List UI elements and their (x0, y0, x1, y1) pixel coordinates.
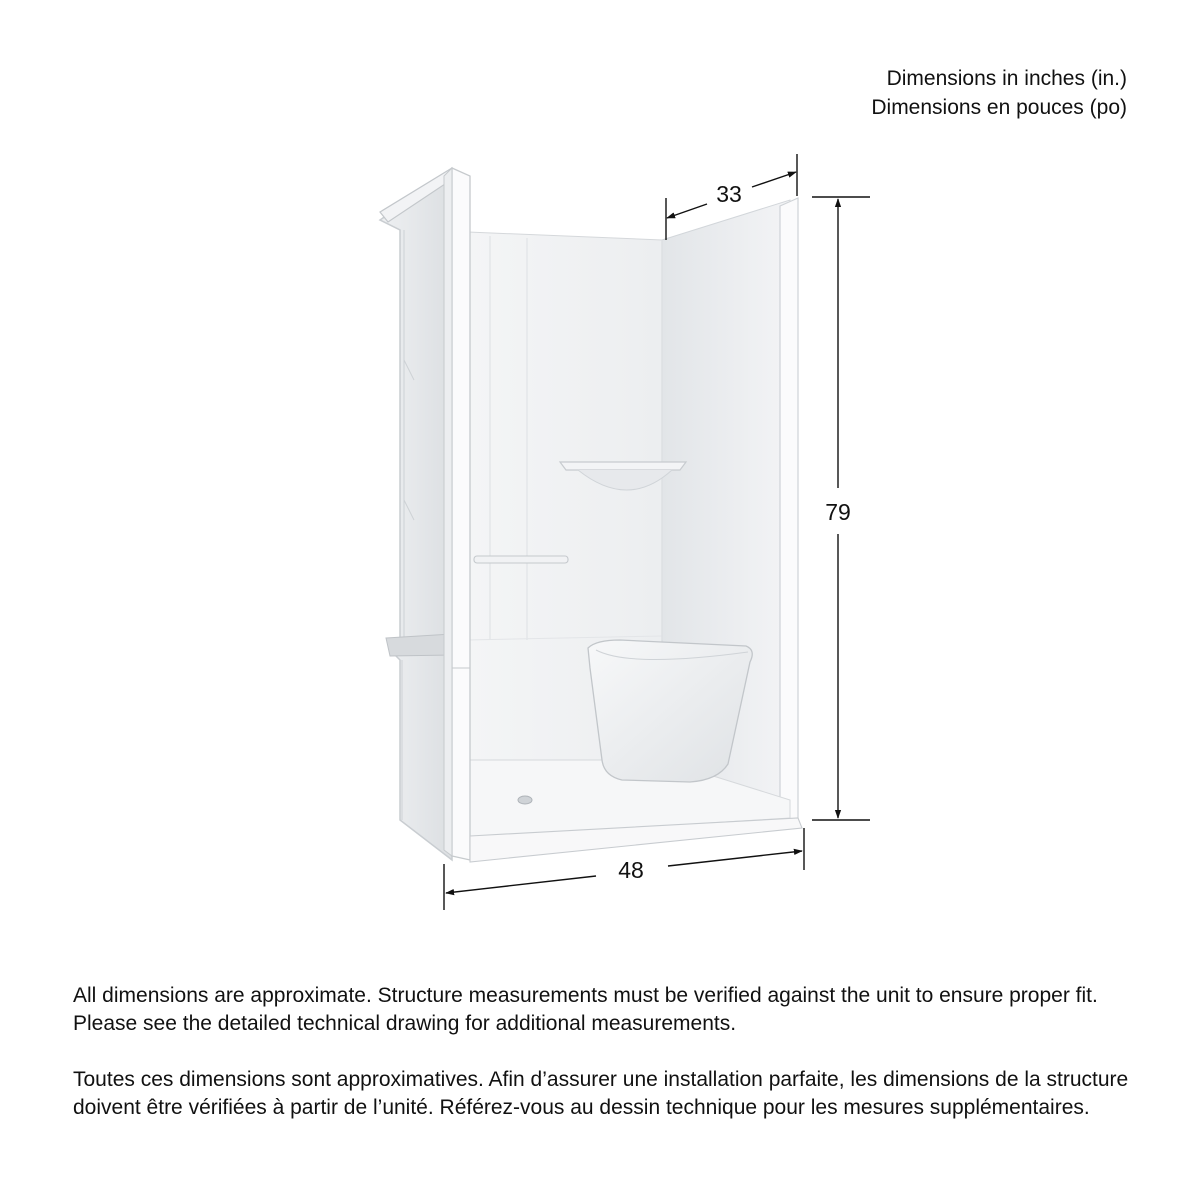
height-dimension (812, 197, 870, 820)
molded-seat (588, 640, 752, 782)
height-dimension-label: 79 (825, 499, 851, 525)
front-left-post (444, 168, 470, 860)
width-dimension-label: 48 (618, 857, 644, 883)
disclaimer-notes (73, 982, 1133, 1150)
units-english: Dimensions in inches (in.) (886, 67, 1127, 90)
disclaimer-french: Toutes ces dimensions sont approximatives. Afin d’assurer une installation parfaite, les dimensions de la structure doivent être vérifiées à partir de l’unité. Référez-vous au dessin technique pour les mesures supplémentaires. (73, 1068, 1129, 1119)
grab-bar (474, 556, 568, 563)
units-french: Dimensions en pouces (po) (871, 96, 1127, 119)
depth-dimension-label: 33 (716, 181, 742, 207)
disclaimer-english: All dimensions are approximate. Structure measurements must be verified against the unit to ensure proper fit. Please see the detailed technical drawing for additional measurements. (73, 984, 1098, 1035)
